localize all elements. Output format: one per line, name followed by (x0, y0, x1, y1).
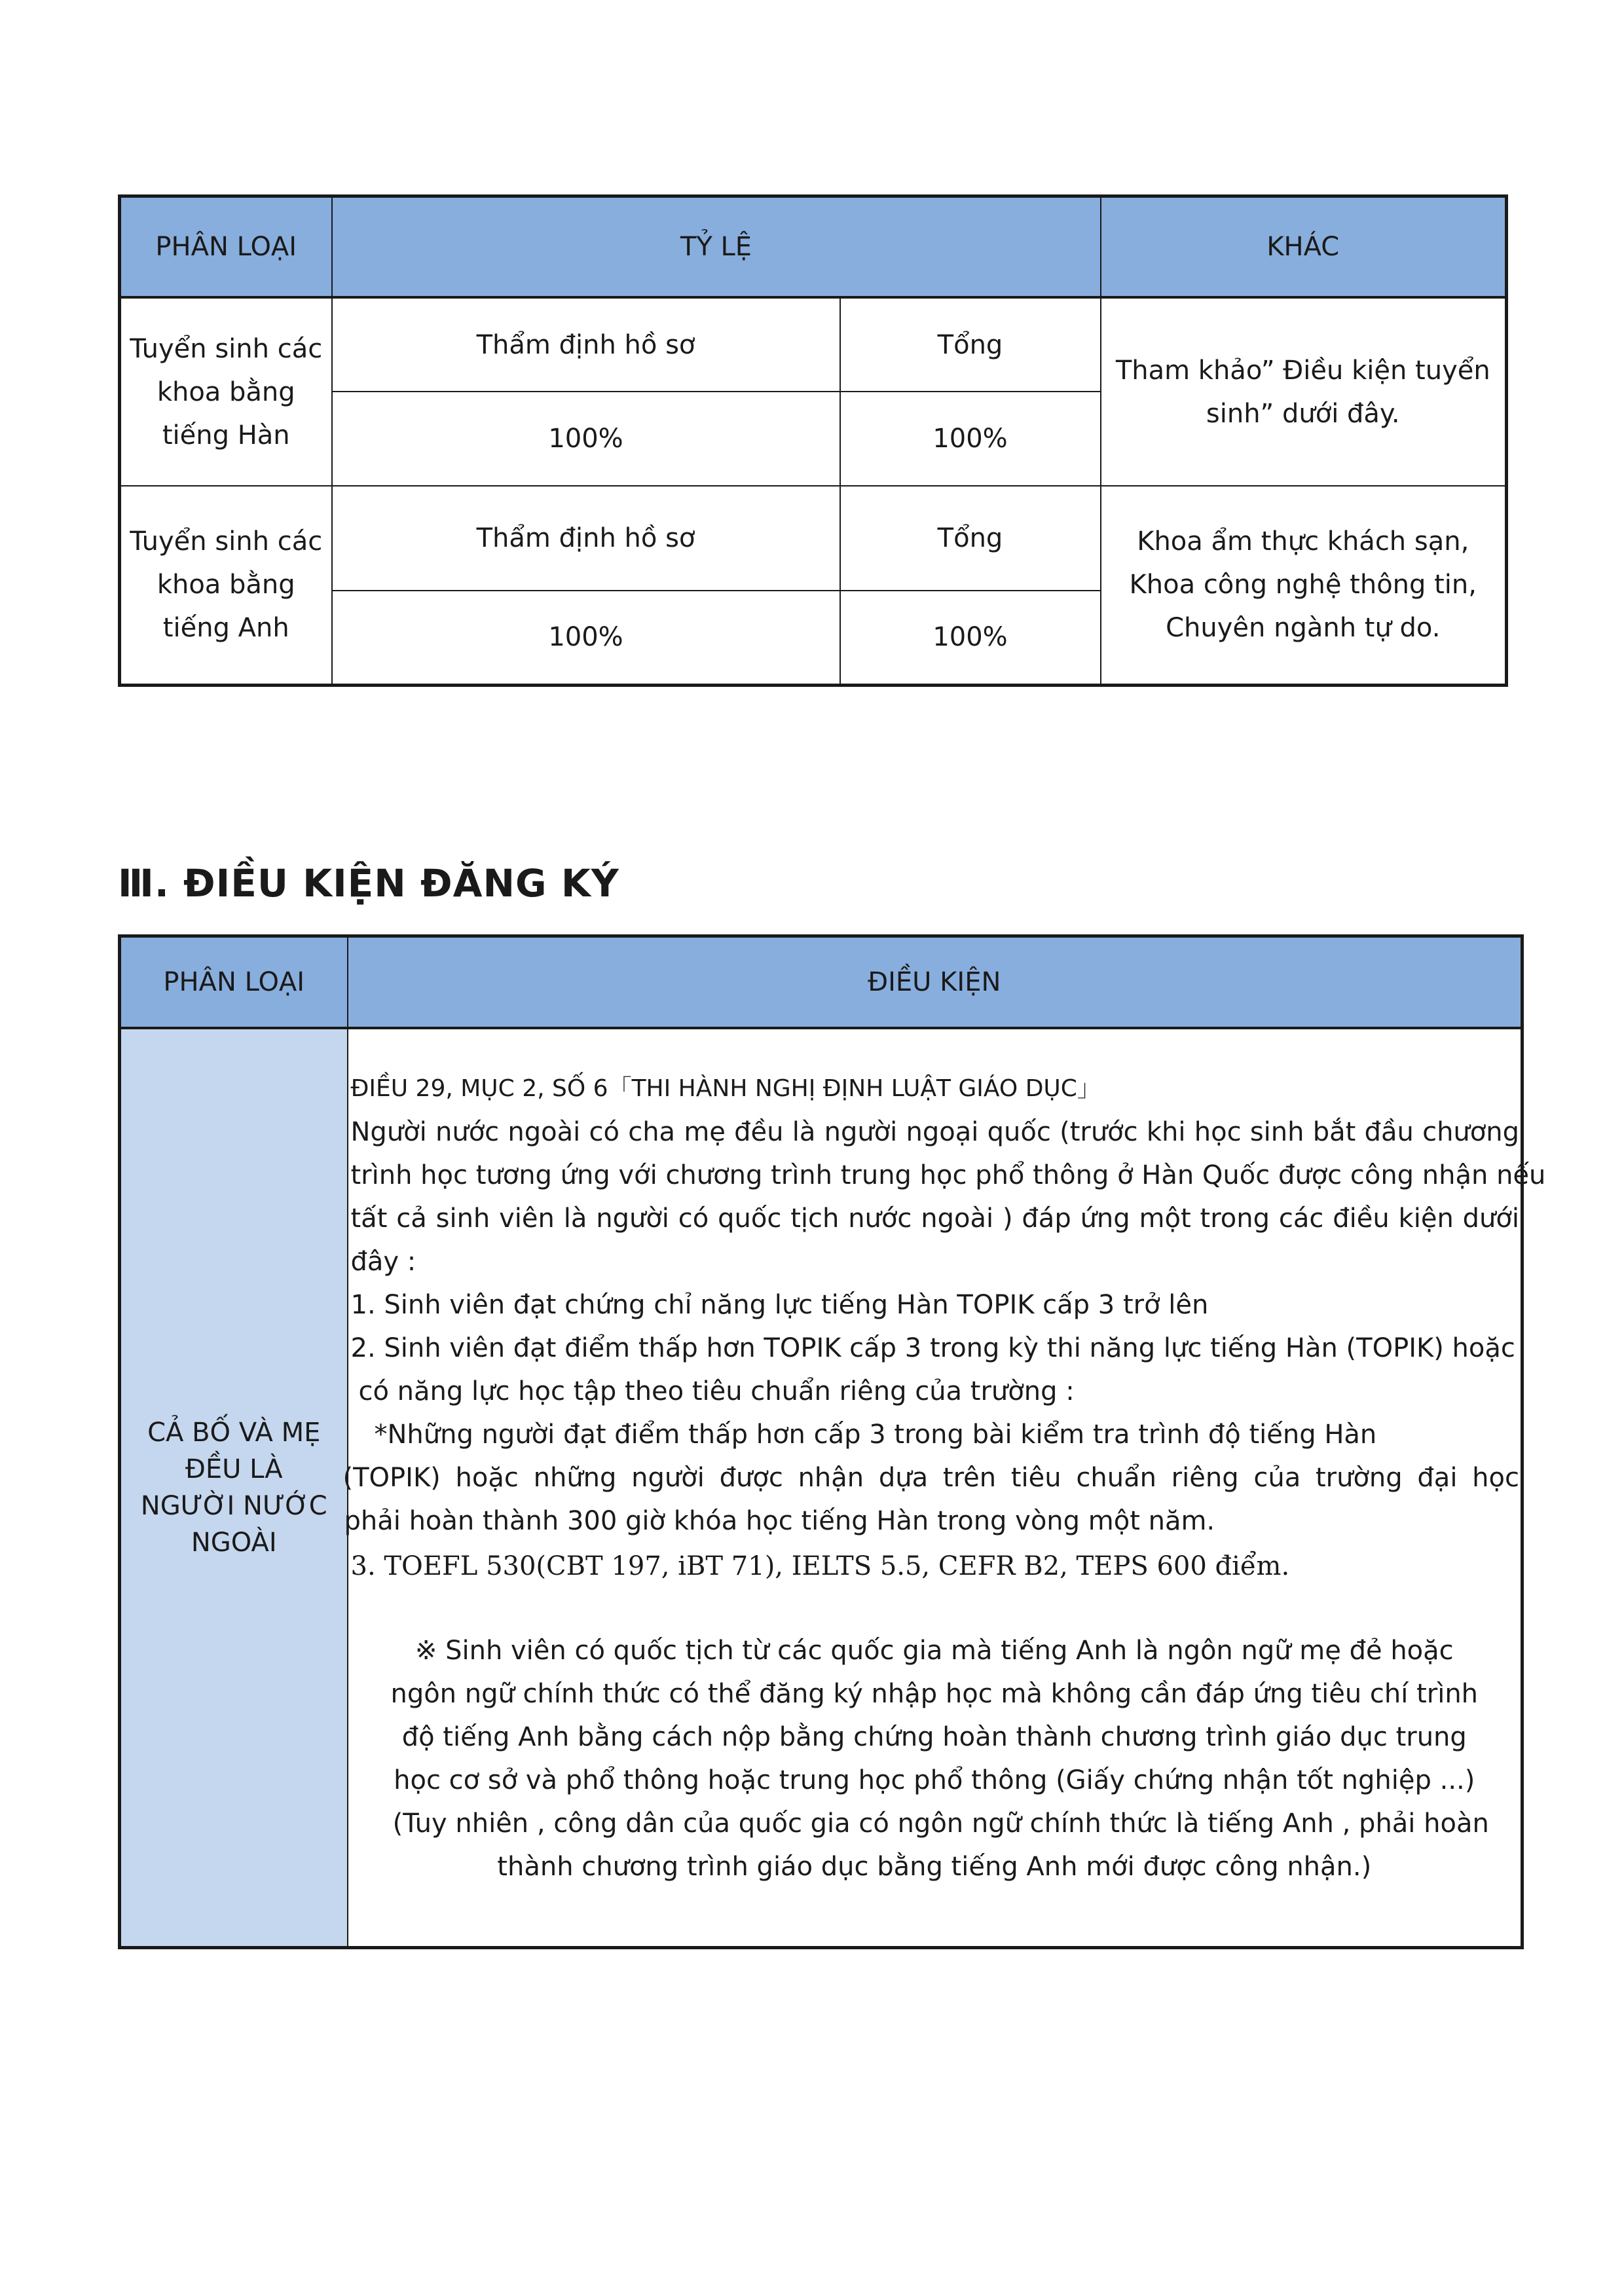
note-line: độ tiếng Anh bằng cách nộp bằng chứng hoàn thành chương trình giáo dục trung (401, 1722, 1467, 1752)
other-cell (1101, 297, 1507, 486)
value-document-review: 100% (332, 392, 840, 486)
value-document-review: 100% (332, 591, 840, 685)
other-cell (1101, 486, 1507, 685)
admission-ratio-table (118, 194, 1508, 687)
category-cell (120, 486, 332, 685)
other-line: Chuyên ngành tự do. (1166, 613, 1441, 644)
category-cell (120, 297, 332, 486)
sub-header-document-review: Thẩm định hồ sơ (332, 297, 840, 392)
note-line: (Tuy nhiên , công dân của quốc gia có ngôn ngữ chính thức là tiếng Anh , phải hoàn (392, 1808, 1489, 1839)
category-line: NGƯỜI NƯỚC (140, 1491, 327, 1521)
section-title: Ⅲ. ĐIỀU KIỆN ĐĂNG KÝ (118, 861, 619, 906)
category-line: khoa bằng (157, 570, 295, 600)
sub-header-total: Tổng (840, 297, 1101, 392)
table-row (120, 486, 1507, 591)
other-line: Khoa công nghệ thông tin, (1129, 570, 1477, 600)
eligibility-table (118, 934, 1546, 1949)
other-line: Tham khảo” Điều kiện tuyển (1115, 355, 1490, 386)
table-row (120, 1028, 1522, 1948)
other-line: sinh” dưới đây. (1206, 398, 1400, 429)
condition-cell (342, 1028, 1546, 1948)
note-line: học cơ sở và phổ thông hoặc trung học phổ thông (Giấy chứng nhận tốt nghiệp ...) (394, 1765, 1475, 1795)
header-category: PHÂN LOẠI (120, 196, 332, 298)
category-line: Tuyển sinh các (130, 526, 323, 557)
condition-line: có năng lực học tập theo tiêu chuẩn riêng của trường : (358, 1376, 1075, 1406)
sub-header-total: Tổng (840, 486, 1101, 591)
header-other: KHÁC (1101, 196, 1507, 298)
header-ratio: TỶ LỆ (332, 196, 1101, 298)
condition-text (342, 1029, 1546, 1888)
category-line: CẢ BỐ VÀ MẸ (147, 1418, 321, 1448)
condition-line: trình học tương ứng với chương trình trung học phổ thông ở Hàn Quốc được công nhận nếu (350, 1160, 1546, 1190)
condition-line: Người nước ngoài có cha mẹ đều là người ngoại quốc (trước khi học sinh bắt đầu chương (350, 1117, 1519, 1147)
category-line: khoa bằng (157, 376, 295, 407)
condition-line: 2. Sinh viên đạt điểm thấp hơn TOPIK cấp 3 trong kỳ thi năng lực tiếng Hàn (TOPIK) hoặc (350, 1333, 1515, 1363)
spacer-line (348, 1590, 1521, 1629)
note-line: ※ Sinh viên có quốc tịch từ các quốc gia mà tiếng Anh là ngôn ngữ mẹ đẻ hoặc (415, 1636, 1454, 1666)
condition-line: tất cả sinh viên là người có quốc tịch nước ngoài ) đáp ứng một trong các điều kiện dưới (350, 1203, 1519, 1234)
law-reference: ĐIỀU 29, MỤC 2, SỐ 6「THI HÀNH NGHỊ ĐỊNH LUẬT GIÁO DỤC」 (350, 1075, 1101, 1102)
value-total: 100% (840, 392, 1101, 486)
category-line: NGOÀI (191, 1528, 277, 1558)
category-cell (120, 1028, 348, 1948)
condition-line: phải hoàn thành 300 giờ khóa học tiếng Hàn trong vòng một năm. (344, 1506, 1215, 1536)
category-line: ĐỀU LÀ (185, 1454, 283, 1484)
header-condition: ĐIỀU KIỆN (348, 936, 1522, 1029)
condition-line: *Những người đạt điểm thấp hơn cấp 3 trong bài kiểm tra trình độ tiếng Hàn (374, 1420, 1377, 1450)
note-line: thành chương trình giáo dục bằng tiếng Anh mới được công nhận.) (497, 1852, 1372, 1882)
other-line: Khoa ẩm thực khách sạn, (1137, 526, 1469, 557)
sub-header-document-review: Thẩm định hồ sơ (332, 486, 840, 591)
header-category: PHÂN LOẠI (120, 936, 348, 1029)
condition-line: 1. Sinh viên đạt chứng chỉ năng lực tiếng Hàn TOPIK cấp 3 trở lên (350, 1290, 1209, 1320)
category-line: tiếng Anh (162, 613, 289, 644)
table-row (120, 297, 1507, 392)
condition-line: đây : (350, 1247, 416, 1277)
category-line: Tuyển sinh các (130, 333, 323, 364)
value-total: 100% (840, 591, 1101, 685)
category-line: tiếng Hàn (162, 420, 290, 450)
english-requirement-line: 3. TOEFL 530(CBT 197, iBT 71), IELTS 5.5, CEFR B2, TEPS 600 điểm. (350, 1551, 1290, 1581)
note-line: ngôn ngữ chính thức có thể đăng ký nhập học mà không cần đáp ứng tiêu chí trình (390, 1679, 1479, 1709)
condition-line: (TOPIK) hoặc những người được nhận dựa trên tiêu chuẩn riêng của trường đại học (342, 1463, 1519, 1493)
